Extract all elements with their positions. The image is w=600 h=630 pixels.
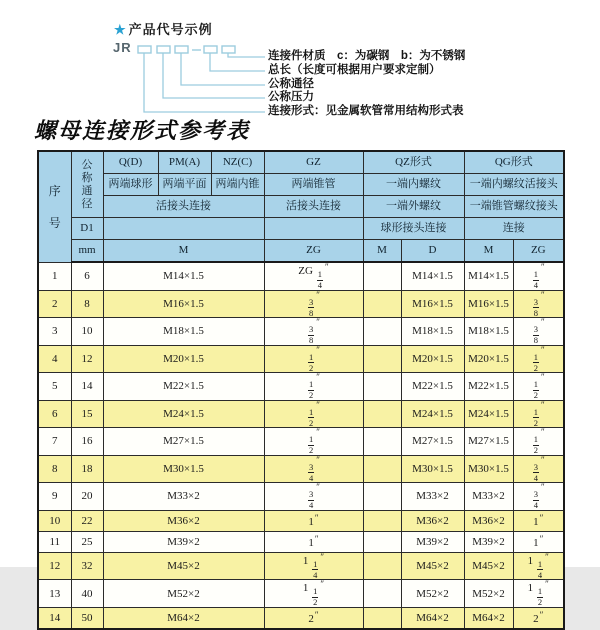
header-qz-desc: 一端内螺纹 <box>363 174 464 196</box>
cell-m: M14×1.5 <box>103 262 264 290</box>
table-row <box>38 580 564 608</box>
cell-gz: ZG $\frac{1}{4}$ ″ <box>264 262 363 290</box>
cell-gz: 1″ <box>264 510 363 531</box>
cell-qz-d: M36×2 <box>401 510 464 531</box>
cell-dn: 14 <box>71 373 103 401</box>
cell-qz-d: M39×2 <box>401 531 464 552</box>
header-m-span: M <box>103 240 264 263</box>
header-qg-row3: 一端锥管螺纹接头 <box>464 196 564 218</box>
cell-qz-m <box>363 580 401 608</box>
cell-gz: $\frac{3}{8}$ ″ <box>264 318 363 346</box>
cell-qg-m: M16×1.5 <box>464 290 513 318</box>
cell-seq: 2 <box>38 290 71 318</box>
table-row <box>38 607 564 629</box>
table-row <box>38 318 564 346</box>
cell-qg-m: M18×1.5 <box>464 318 513 346</box>
cell-qg-m: M36×2 <box>464 510 513 531</box>
header-blank-gz <box>264 218 363 240</box>
table-row <box>38 483 564 511</box>
header-qz-code: QZ形式 <box>363 151 464 174</box>
cell-seq: 8 <box>38 455 71 483</box>
header-qg-code: QG形式 <box>464 151 564 174</box>
cell-qg-m: M20×1.5 <box>464 345 513 373</box>
cell-seq: 1 <box>38 262 71 290</box>
product-code-prefix: JR <box>113 40 132 55</box>
header-gz-conn: 活接头连接 <box>264 196 363 218</box>
diagram-label: 连接件材质 c：为碳钢 b：为不锈钢 <box>268 50 466 62</box>
header-qz-u1: M <box>363 240 401 263</box>
table-row <box>38 345 564 373</box>
table-title: 螺母连接形式参考表 <box>34 118 251 144</box>
header-qg-desc: 一端内螺纹活接头 <box>464 174 564 196</box>
cell-qg-zg: 1″ <box>513 531 564 552</box>
table-row <box>38 400 564 428</box>
cell-qz-m <box>363 345 401 373</box>
cell-m: M39×2 <box>103 531 264 552</box>
table-body <box>38 262 564 629</box>
cell-dn: 40 <box>71 580 103 608</box>
code-box <box>175 46 188 53</box>
cell-gz: 1 $\frac{1}{2}$ ″ <box>264 580 363 608</box>
cell-m: M33×2 <box>103 483 264 511</box>
header-pm-code: PM(A) <box>158 151 211 174</box>
cell-dn: 8 <box>71 290 103 318</box>
cell-qz-d: M30×1.5 <box>401 455 464 483</box>
cell-qz-m <box>363 607 401 629</box>
cell-qz-m <box>363 510 401 531</box>
cell-qz-d: M52×2 <box>401 580 464 608</box>
cell-qg-m: M30×1.5 <box>464 455 513 483</box>
cell-qz-d: M27×1.5 <box>401 428 464 456</box>
cell-gz: $\frac{1}{2}$ ″ <box>264 428 363 456</box>
cell-qz-d: M18×1.5 <box>401 318 464 346</box>
header-union-span: 活接头连接 <box>103 196 264 218</box>
header-gz-code: GZ <box>264 151 363 174</box>
header-qg-u1: M <box>464 240 513 263</box>
star-icon: ★ <box>114 22 127 37</box>
cell-qz-m <box>363 262 401 290</box>
diagram-label: 公称压力 <box>268 91 314 104</box>
cell-qz-m <box>363 290 401 318</box>
cell-m: M18×1.5 <box>103 318 264 346</box>
table-row <box>38 373 564 401</box>
header-pm-desc: 两端平面 <box>158 174 211 196</box>
cell-m: M36×2 <box>103 510 264 531</box>
cell-m: M52×2 <box>103 580 264 608</box>
header-gz-desc: 两端锥管 <box>264 174 363 196</box>
cell-qg-zg: $\frac{3}{4}$ ″ <box>513 483 564 511</box>
cell-qg-zg: $\frac{3}{8}$ ″ <box>513 290 564 318</box>
cell-qg-m: M22×1.5 <box>464 373 513 401</box>
leader-line <box>210 53 265 71</box>
code-box <box>157 46 170 53</box>
leader-line <box>181 53 265 85</box>
cell-qg-zg: $\frac{1}{2}$ ″ <box>513 428 564 456</box>
header-dn: 公 称 通 径 <box>71 151 103 218</box>
cell-qg-m: M27×1.5 <box>464 428 513 456</box>
cell-qz-d: M45×2 <box>401 552 464 580</box>
header-qg-row4: 连接 <box>464 218 564 240</box>
cell-gz: $\frac{1}{2}$ ″ <box>264 373 363 401</box>
header-qz-row4: 球形接头连接 <box>363 218 464 240</box>
diagram-label: 总长（长度可根据用户要求定制） <box>268 63 441 76</box>
diagram-title-text: 产品代号示例 <box>128 22 213 37</box>
header-qd-code: Q(D) <box>103 151 158 174</box>
diagram-labels <box>268 50 465 119</box>
cell-gz: $\frac{3}{4}$ ″ <box>264 483 363 511</box>
header-gz-unit: ZG <box>264 240 363 263</box>
cell-m: M20×1.5 <box>103 345 264 373</box>
cell-dn: 16 <box>71 428 103 456</box>
cell-qg-m: M64×2 <box>464 607 513 629</box>
header-qz-u2: D <box>401 240 464 263</box>
cell-gz: 1 $\frac{1}{4}$ ″ <box>264 552 363 580</box>
cell-seq: 7 <box>38 428 71 456</box>
cell-gz: 2″ <box>264 607 363 629</box>
nut-connection-table <box>37 150 565 630</box>
cell-gz: $\frac{3}{4}$ ″ <box>264 455 363 483</box>
cell-dn: 6 <box>71 262 103 290</box>
cell-qg-zg: $\frac{3}{8}$ ″ <box>513 318 564 346</box>
cell-qg-zg: 1 $\frac{1}{2}$ ″ <box>513 580 564 608</box>
cell-qz-d: M64×2 <box>401 607 464 629</box>
cell-seq: 13 <box>38 580 71 608</box>
header-d1: D1 <box>71 218 103 240</box>
cell-seq: 4 <box>38 345 71 373</box>
cell-qz-d: M14×1.5 <box>401 262 464 290</box>
header-qd-desc: 两端球形 <box>103 174 158 196</box>
cell-qg-m: M14×1.5 <box>464 262 513 290</box>
table-row <box>38 428 564 456</box>
table-row <box>38 290 564 318</box>
cell-seq: 3 <box>38 318 71 346</box>
diagram-label: 连接形式：见金属软管常用结构形式表 <box>268 105 464 118</box>
cell-seq: 6 <box>38 400 71 428</box>
cell-qz-m <box>363 483 401 511</box>
cell-dn: 12 <box>71 345 103 373</box>
cell-dn: 10 <box>71 318 103 346</box>
cell-qg-zg: $\frac{1}{2}$ ″ <box>513 345 564 373</box>
cell-qz-d: M20×1.5 <box>401 345 464 373</box>
diagram-label: 公称通径 <box>268 77 314 90</box>
cell-qz-m <box>363 400 401 428</box>
header-mm: mm <box>71 240 103 263</box>
cell-qz-m <box>363 531 401 552</box>
cell-seq: 12 <box>38 552 71 580</box>
header-seq: 序 号 <box>38 151 71 262</box>
cell-dn: 32 <box>71 552 103 580</box>
cell-qg-m: M45×2 <box>464 552 513 580</box>
cell-qz-m <box>363 552 401 580</box>
cell-m: M22×1.5 <box>103 373 264 401</box>
cell-qg-m: M52×2 <box>464 580 513 608</box>
cell-seq: 11 <box>38 531 71 552</box>
cell-qg-zg: $\frac{3}{4}$ ″ <box>513 455 564 483</box>
leader-line <box>163 53 265 98</box>
cell-qg-m: M24×1.5 <box>464 400 513 428</box>
cell-qz-d: M22×1.5 <box>401 373 464 401</box>
cell-gz: $\frac{3}{8}$ ″ <box>264 290 363 318</box>
header-nz-code: NZ(C) <box>211 151 264 174</box>
cell-gz: $\frac{1}{2}$ ″ <box>264 400 363 428</box>
table-row <box>38 262 564 290</box>
cell-qg-zg: $\frac{1}{4}$ ″ <box>513 262 564 290</box>
table-row <box>38 552 564 580</box>
cell-qz-d: M33×2 <box>401 483 464 511</box>
cell-m: M24×1.5 <box>103 400 264 428</box>
cell-qg-m: M33×2 <box>464 483 513 511</box>
table-row <box>38 531 564 552</box>
cell-seq: 14 <box>38 607 71 629</box>
cell-qz-m <box>363 428 401 456</box>
cell-qg-zg: 2″ <box>513 607 564 629</box>
cell-m: M27×1.5 <box>103 428 264 456</box>
cell-m: M30×1.5 <box>103 455 264 483</box>
cell-dn: 25 <box>71 531 103 552</box>
leader-line <box>144 53 265 112</box>
cell-qg-m: M39×2 <box>464 531 513 552</box>
cell-seq: 10 <box>38 510 71 531</box>
cell-m: M45×2 <box>103 552 264 580</box>
cell-qz-m <box>363 455 401 483</box>
cell-dn: 50 <box>71 607 103 629</box>
header-qz-row3: 一端外螺纹 <box>363 196 464 218</box>
cell-qz-m <box>363 373 401 401</box>
table-row <box>38 510 564 531</box>
code-box <box>222 46 235 53</box>
code-box <box>138 46 151 53</box>
cell-qz-m <box>363 318 401 346</box>
cell-m: M64×2 <box>103 607 264 629</box>
header-nz-desc: 两端内锥 <box>211 174 264 196</box>
cell-m: M16×1.5 <box>103 290 264 318</box>
cell-qz-d: M24×1.5 <box>401 400 464 428</box>
header-blank-left <box>103 218 264 240</box>
header-qg-u2: ZG <box>513 240 564 263</box>
cell-qg-zg: $\frac{1}{2}$ ″ <box>513 373 564 401</box>
cell-gz: $\frac{1}{2}$ ″ <box>264 345 363 373</box>
cell-dn: 20 <box>71 483 103 511</box>
cell-qg-zg: 1 $\frac{1}{4}$ ″ <box>513 552 564 580</box>
cell-dn: 15 <box>71 400 103 428</box>
table-row <box>38 455 564 483</box>
cell-gz: 1″ <box>264 531 363 552</box>
cell-seq: 9 <box>38 483 71 511</box>
cell-dn: 22 <box>71 510 103 531</box>
cell-qz-d: M16×1.5 <box>401 290 464 318</box>
cell-dn: 18 <box>71 455 103 483</box>
cell-qg-zg: 1″ <box>513 510 564 531</box>
code-box <box>204 46 217 53</box>
cell-seq: 5 <box>38 373 71 401</box>
cell-qg-zg: $\frac{1}{2}$ ″ <box>513 400 564 428</box>
